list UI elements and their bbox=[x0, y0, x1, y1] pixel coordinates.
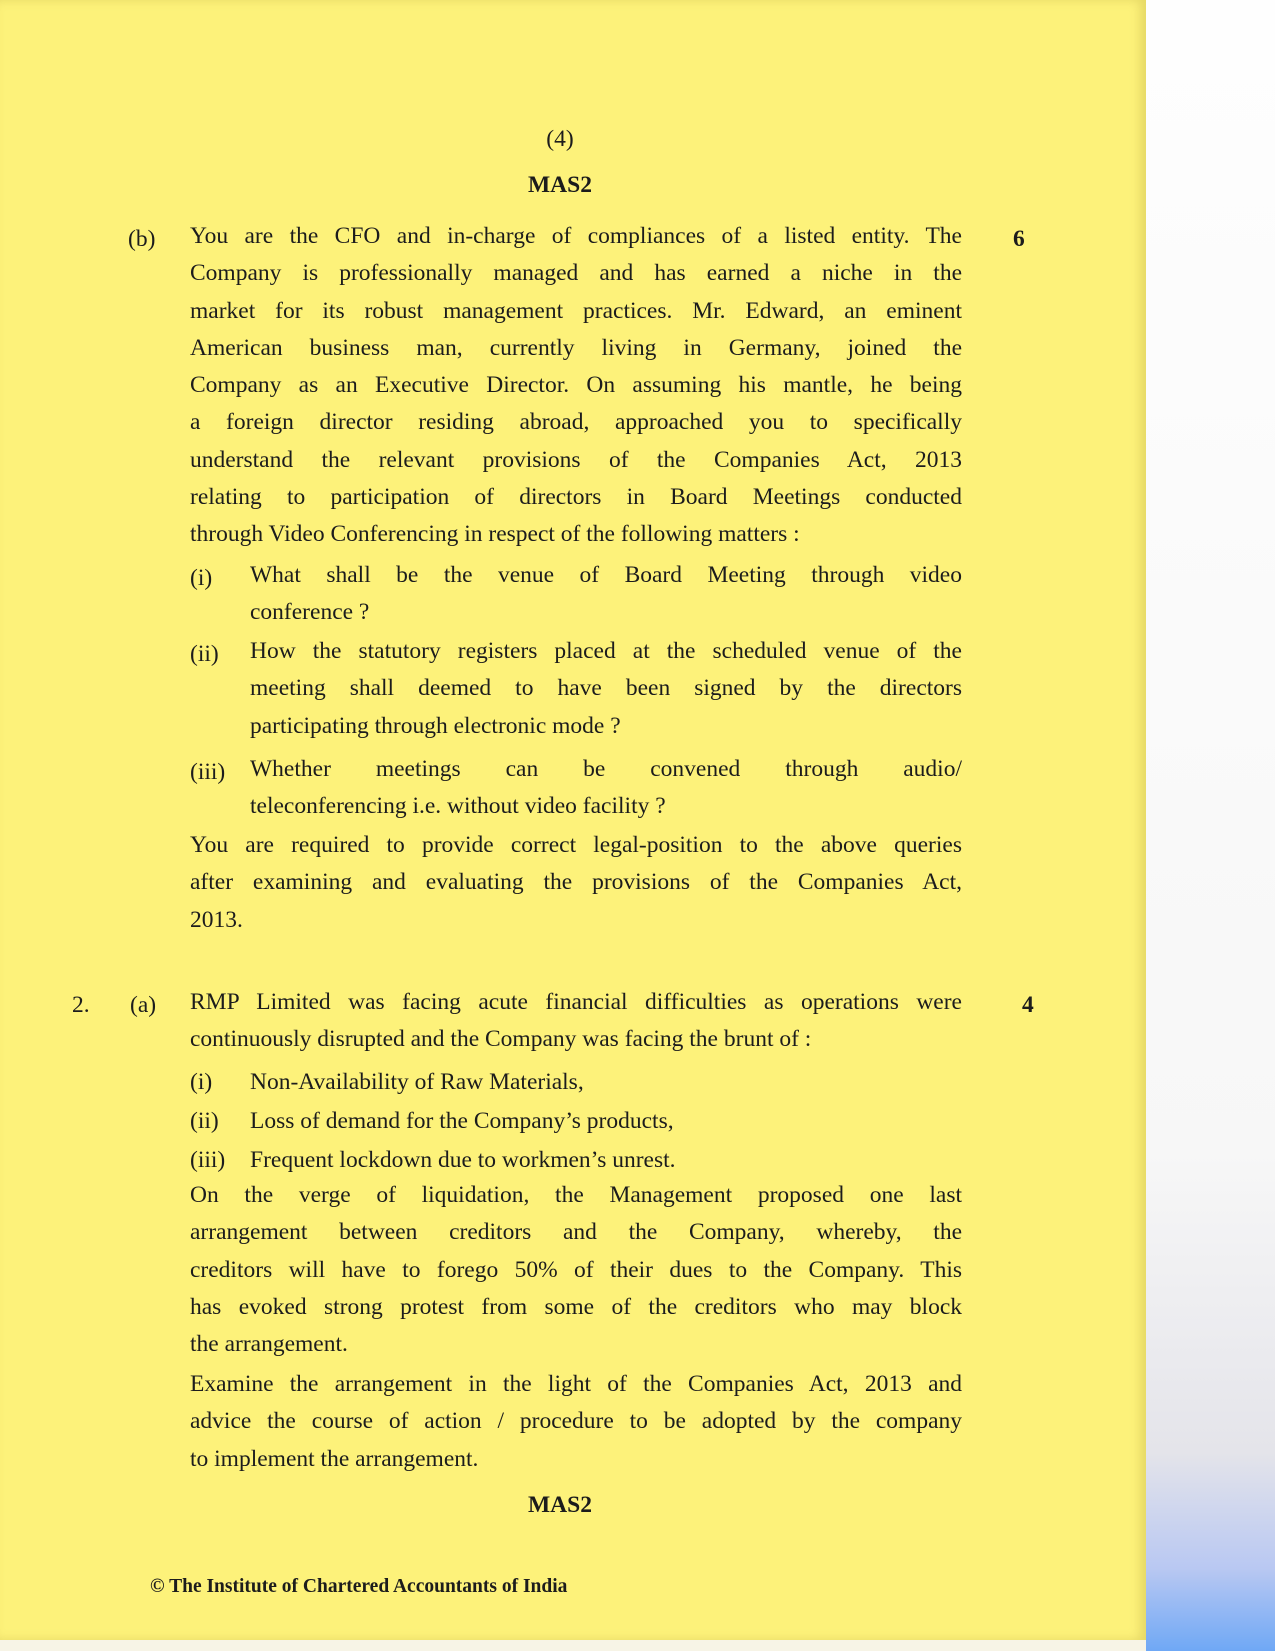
question-1b-closing bbox=[190, 827, 962, 939]
text-line: understand the relevant provisions of the Companies Act, 2013 bbox=[190, 446, 962, 473]
text-line: conference ? bbox=[250, 599, 370, 626]
sub-item-label: (i) bbox=[190, 1069, 213, 1095]
sub-item-label: (i) bbox=[190, 565, 213, 591]
question-2a-paragraph-2 bbox=[190, 1366, 962, 1478]
text-line: On the verge of liquidation, the Management proposed one last bbox=[190, 1182, 962, 1208]
text-line: meeting shall deemed to have been signed by the directors bbox=[250, 675, 962, 702]
text-line: a foreign director residing abroad, approached you to specifically bbox=[190, 409, 962, 436]
text-line: Company is professionally managed and has earned a niche in the bbox=[190, 260, 962, 287]
scan-edge bbox=[1146, 0, 1275, 1651]
paper-code-bottom: MAS2 bbox=[528, 1492, 592, 1518]
text-line: RMP Limited was facing acute financial difficulties as operations were bbox=[190, 989, 962, 1015]
text-line: You are the CFO and in-charge of compliances of a listed entity. The bbox=[190, 223, 962, 249]
sub-item-label: (iii) bbox=[190, 1147, 226, 1173]
question-2a-paragraph-1 bbox=[190, 1177, 962, 1363]
text-line: You are required to provide correct legal-position to the above queries bbox=[190, 832, 962, 858]
copyright-footer: © The Institute of Chartered Accountants of India bbox=[150, 1576, 568, 1597]
text-line: participating through electronic mode ? bbox=[250, 712, 621, 739]
scan-bottom-edge bbox=[0, 1640, 1146, 1651]
text-line: continuously disrupted and the Company was facing the brunt of : bbox=[190, 1026, 812, 1053]
sub-item-i bbox=[250, 557, 962, 632]
sub-item-text: Loss of demand for the Company’s products, bbox=[250, 1108, 674, 1134]
text-line: Examine the arrangement in the light of the Companies Act, 2013 and bbox=[190, 1371, 962, 1397]
question-2-number: 2. bbox=[72, 992, 90, 1018]
text-line: through Video Conferencing in respect of the following matters : bbox=[190, 521, 800, 548]
text-line: the arrangement. bbox=[190, 1331, 348, 1358]
text-line: creditors will have to forego 50% of their dues to the Company. This bbox=[190, 1256, 962, 1283]
text-line: arrangement between creditors and the Company, whereby, the bbox=[190, 1219, 962, 1246]
question-2a-label: (a) bbox=[130, 992, 157, 1018]
sub-item-text: Non-Availability of Raw Materials, bbox=[250, 1069, 584, 1095]
paper-code-top: MAS2 bbox=[528, 172, 592, 198]
text-line: How the statutory registers placed at the scheduled venue of the bbox=[250, 638, 962, 664]
question-1b-intro bbox=[190, 218, 962, 554]
text-line: Company as an Executive Director. On assuming his mantle, he being bbox=[190, 372, 962, 399]
page-number: (4) bbox=[546, 126, 574, 152]
question-1b-label: (b) bbox=[128, 226, 156, 252]
text-line: advice the course of action / procedure to be adopted by the company bbox=[190, 1408, 962, 1435]
text-line: market for its robust management practices. Mr. Edward, an eminent bbox=[190, 297, 962, 324]
sub-item-label: (iii) bbox=[190, 759, 226, 785]
text-line: Whether meetings can be convened through audio/ bbox=[250, 756, 962, 782]
question-1b-marks: 6 bbox=[1013, 226, 1025, 252]
text-line: after examining and evaluating the provisions of the Companies Act, bbox=[190, 869, 962, 896]
text-line: 2013. bbox=[190, 906, 243, 933]
question-2a-intro bbox=[190, 984, 962, 1059]
text-line: to implement the arrangement. bbox=[190, 1445, 479, 1472]
text-line: relating to participation of directors in Board Meetings conducted bbox=[190, 484, 962, 511]
sub-item-label: (ii) bbox=[190, 1108, 219, 1134]
question-2a-marks: 4 bbox=[1022, 992, 1034, 1018]
sub-item-iii bbox=[250, 751, 962, 826]
sub-item-ii bbox=[250, 633, 962, 745]
text-line: has evoked strong protest from some of the creditors who may block bbox=[190, 1293, 962, 1320]
text-line: American business man, currently living in Germany, joined the bbox=[190, 334, 962, 361]
text-line: teleconferencing i.e. without video facility ? bbox=[250, 793, 666, 820]
text-line: What shall be the venue of Board Meeting through video bbox=[250, 562, 962, 588]
sub-item-text: Frequent lockdown due to workmen’s unrest. bbox=[250, 1147, 676, 1173]
sub-item-label: (ii) bbox=[190, 641, 219, 667]
